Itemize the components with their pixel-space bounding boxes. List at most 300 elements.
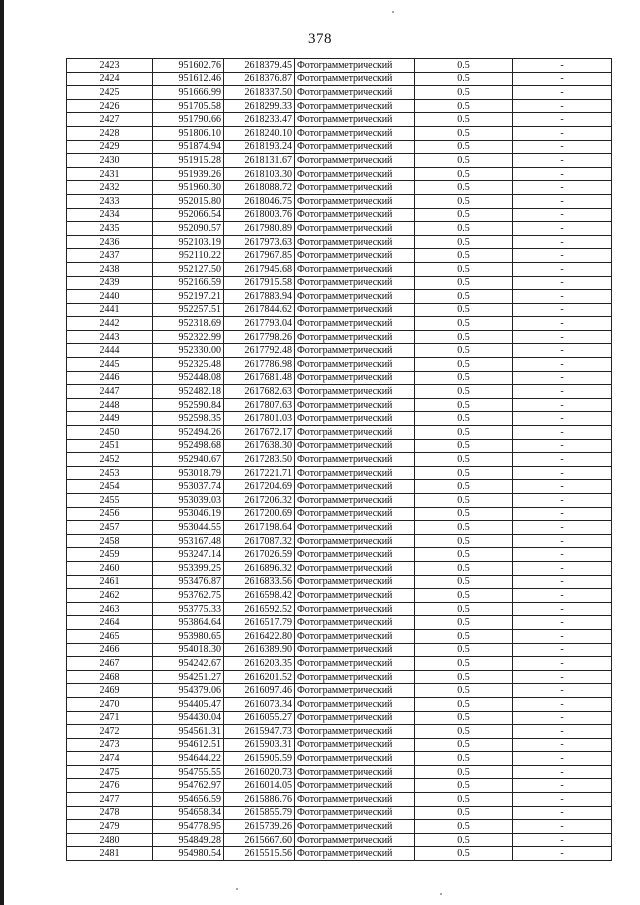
cell-method: Фотограмметрический: [295, 847, 415, 861]
cell-note: -: [513, 684, 612, 698]
cell-coordinate-y: 2618337.50: [224, 86, 295, 100]
cell-coordinate-x: 952598.35: [153, 412, 224, 426]
cell-coordinate-y: 2616896.32: [224, 561, 295, 575]
cell-note: -: [513, 820, 612, 834]
cell-coordinate-x: 951612.46: [153, 72, 224, 86]
cell-point-number: 2426: [67, 99, 153, 113]
cell-coordinate-x: 952197.21: [153, 290, 224, 304]
cell-note: -: [513, 670, 612, 684]
cell-coordinate-x: 953037.74: [153, 480, 224, 494]
cell-accuracy: 0.5: [415, 344, 513, 358]
cell-method: Фотограмметрический: [295, 398, 415, 412]
cell-method: Фотограмметрический: [295, 466, 415, 480]
cell-coordinate-x: 954405.47: [153, 697, 224, 711]
cell-note: -: [513, 779, 612, 793]
cell-coordinate-x: 954658.34: [153, 806, 224, 820]
cell-note: -: [513, 575, 612, 589]
cell-coordinate-x: 953039.03: [153, 494, 224, 508]
cell-coordinate-x: 954430.04: [153, 711, 224, 725]
cell-note: -: [513, 589, 612, 603]
cell-accuracy: 0.5: [415, 847, 513, 861]
cell-note: -: [513, 181, 612, 195]
cell-coordinate-x: 951806.10: [153, 126, 224, 140]
cell-method: Фотограмметрический: [295, 344, 415, 358]
table-row: [67, 371, 612, 385]
cell-coordinate-x: 953247.14: [153, 548, 224, 562]
scan-edge-shadow: [0, 0, 4, 905]
cell-method: Фотограмметрический: [295, 561, 415, 575]
table-row: [67, 820, 612, 834]
cell-coordinate-y: 2615739.26: [224, 820, 295, 834]
cell-point-number: 2457: [67, 521, 153, 535]
cell-point-number: 2459: [67, 548, 153, 562]
cell-method: Фотограмметрический: [295, 521, 415, 535]
cell-coordinate-y: 2615855.79: [224, 806, 295, 820]
cell-note: -: [513, 330, 612, 344]
table-row: [67, 344, 612, 358]
cell-point-number: 2432: [67, 181, 153, 195]
cell-point-number: 2428: [67, 126, 153, 140]
cell-note: -: [513, 439, 612, 453]
cell-coordinate-y: 2616833.56: [224, 575, 295, 589]
cell-method: Фотограмметрический: [295, 480, 415, 494]
cell-point-number: 2445: [67, 358, 153, 372]
cell-coordinate-y: 2618233.47: [224, 113, 295, 127]
cell-method: Фотограмметрический: [295, 208, 415, 222]
cell-coordinate-x: 951705.58: [153, 99, 224, 113]
cell-coordinate-x: 952325.48: [153, 358, 224, 372]
table-row: [67, 629, 612, 643]
cell-accuracy: 0.5: [415, 629, 513, 643]
table-row: [67, 521, 612, 535]
cell-point-number: 2431: [67, 167, 153, 181]
cell-accuracy: 0.5: [415, 466, 513, 480]
cell-note: -: [513, 290, 612, 304]
cell-coordinate-x: 954755.55: [153, 765, 224, 779]
cell-coordinate-y: 2617915.58: [224, 276, 295, 290]
cell-point-number: 2476: [67, 779, 153, 793]
cell-coordinate-x: 954561.31: [153, 725, 224, 739]
table-row: [67, 235, 612, 249]
cell-point-number: 2424: [67, 72, 153, 86]
cell-coordinate-y: 2617198.64: [224, 521, 295, 535]
cell-coordinate-y: 2616073.34: [224, 697, 295, 711]
cell-point-number: 2438: [67, 262, 153, 276]
cell-accuracy: 0.5: [415, 507, 513, 521]
cell-coordinate-y: 2617672.17: [224, 426, 295, 440]
table-row: [67, 113, 612, 127]
cell-note: -: [513, 235, 612, 249]
cell-method: Фотограмметрический: [295, 358, 415, 372]
cell-accuracy: 0.5: [415, 371, 513, 385]
cell-coordinate-x: 952448.08: [153, 371, 224, 385]
cell-method: Фотограмметрический: [295, 317, 415, 331]
table-row: [67, 412, 612, 426]
cell-point-number: 2474: [67, 752, 153, 766]
cell-method: Фотограмметрический: [295, 290, 415, 304]
cell-point-number: 2436: [67, 235, 153, 249]
cell-coordinate-y: 2618003.76: [224, 208, 295, 222]
cell-method: Фотограмметрический: [295, 602, 415, 616]
cell-note: -: [513, 262, 612, 276]
cell-accuracy: 0.5: [415, 113, 513, 127]
cell-point-number: 2462: [67, 589, 153, 603]
cell-point-number: 2451: [67, 439, 153, 453]
coordinates-table: [66, 58, 612, 861]
cell-accuracy: 0.5: [415, 616, 513, 630]
cell-method: Фотограмметрический: [295, 439, 415, 453]
cell-accuracy: 0.5: [415, 426, 513, 440]
cell-accuracy: 0.5: [415, 222, 513, 236]
cell-coordinate-x: 951602.76: [153, 59, 224, 73]
cell-accuracy: 0.5: [415, 439, 513, 453]
table-row: [67, 697, 612, 711]
cell-accuracy: 0.5: [415, 358, 513, 372]
cell-note: -: [513, 643, 612, 657]
cell-coordinate-y: 2616389.90: [224, 643, 295, 657]
cell-coordinate-x: 952103.19: [153, 235, 224, 249]
cell-note: -: [513, 765, 612, 779]
cell-coordinate-y: 2617200.69: [224, 507, 295, 521]
table-row: [67, 670, 612, 684]
cell-coordinate-x: 951915.28: [153, 154, 224, 168]
cell-accuracy: 0.5: [415, 793, 513, 807]
cell-note: -: [513, 154, 612, 168]
cell-coordinate-x: 952482.18: [153, 385, 224, 399]
table-row: [67, 167, 612, 181]
cell-coordinate-x: 954778.95: [153, 820, 224, 834]
cell-point-number: 2452: [67, 453, 153, 467]
cell-note: -: [513, 358, 612, 372]
cell-note: -: [513, 697, 612, 711]
cell-method: Фотограмметрический: [295, 113, 415, 127]
table-row: [67, 793, 612, 807]
cell-note: -: [513, 59, 612, 73]
cell-note: -: [513, 194, 612, 208]
cell-method: Фотограмметрический: [295, 412, 415, 426]
cell-accuracy: 0.5: [415, 290, 513, 304]
cell-coordinate-x: 952322.99: [153, 330, 224, 344]
cell-method: Фотограмметрический: [295, 262, 415, 276]
cell-coordinate-x: 954980.54: [153, 847, 224, 861]
cell-coordinate-y: 2617682.63: [224, 385, 295, 399]
cell-method: Фотограмметрический: [295, 249, 415, 263]
cell-method: Фотограмметрический: [295, 385, 415, 399]
cell-coordinate-x: 952498.68: [153, 439, 224, 453]
cell-point-number: 2463: [67, 602, 153, 616]
table-row: [67, 330, 612, 344]
cell-note: -: [513, 140, 612, 154]
cell-point-number: 2446: [67, 371, 153, 385]
cell-note: -: [513, 317, 612, 331]
cell-accuracy: 0.5: [415, 86, 513, 100]
cell-method: Фотограмметрический: [295, 276, 415, 290]
cell-coordinate-x: 953980.65: [153, 629, 224, 643]
cell-accuracy: 0.5: [415, 548, 513, 562]
table-row: [67, 684, 612, 698]
cell-coordinate-x: 952940.67: [153, 453, 224, 467]
scan-speck: [236, 888, 238, 890]
cell-accuracy: 0.5: [415, 317, 513, 331]
cell-point-number: 2439: [67, 276, 153, 290]
cell-coordinate-y: 2616517.79: [224, 616, 295, 630]
cell-method: Фотограмметрический: [295, 575, 415, 589]
cell-note: -: [513, 99, 612, 113]
cell-method: Фотограмметрический: [295, 59, 415, 73]
cell-accuracy: 0.5: [415, 194, 513, 208]
cell-accuracy: 0.5: [415, 752, 513, 766]
cell-coordinate-y: 2617973.63: [224, 235, 295, 249]
table-row: [67, 453, 612, 467]
cell-coordinate-x: 953775.33: [153, 602, 224, 616]
cell-coordinate-x: 953167.48: [153, 534, 224, 548]
cell-coordinate-x: 953018.79: [153, 466, 224, 480]
cell-accuracy: 0.5: [415, 575, 513, 589]
cell-coordinate-x: 951939.26: [153, 167, 224, 181]
cell-method: Фотограмметрический: [295, 697, 415, 711]
cell-method: Фотограмметрический: [295, 752, 415, 766]
cell-coordinate-x: 952066.54: [153, 208, 224, 222]
cell-method: Фотограмметрический: [295, 534, 415, 548]
cell-point-number: 2447: [67, 385, 153, 399]
table-row: [67, 657, 612, 671]
cell-point-number: 2425: [67, 86, 153, 100]
cell-accuracy: 0.5: [415, 670, 513, 684]
cell-coordinate-x: 953476.87: [153, 575, 224, 589]
table-row: [67, 99, 612, 113]
cell-method: Фотограмметрический: [295, 806, 415, 820]
cell-method: Фотограмметрический: [295, 616, 415, 630]
table-row: [67, 303, 612, 317]
cell-accuracy: 0.5: [415, 494, 513, 508]
cell-coordinate-y: 2617786.98: [224, 358, 295, 372]
cell-note: -: [513, 72, 612, 86]
cell-coordinate-x: 953864.64: [153, 616, 224, 630]
cell-coordinate-y: 2615905.59: [224, 752, 295, 766]
cell-coordinate-y: 2617206.32: [224, 494, 295, 508]
cell-point-number: 2453: [67, 466, 153, 480]
cell-point-number: 2461: [67, 575, 153, 589]
table-row: [67, 249, 612, 263]
cell-accuracy: 0.5: [415, 480, 513, 494]
table-row: [67, 616, 612, 630]
cell-method: Фотограмметрический: [295, 711, 415, 725]
cell-point-number: 2458: [67, 534, 153, 548]
cell-note: -: [513, 752, 612, 766]
cell-point-number: 2465: [67, 629, 153, 643]
cell-method: Фотограмметрический: [295, 72, 415, 86]
cell-point-number: 2467: [67, 657, 153, 671]
cell-coordinate-y: 2618088.72: [224, 181, 295, 195]
table-row: [67, 140, 612, 154]
cell-point-number: 2450: [67, 426, 153, 440]
cell-coordinate-x: 952590.84: [153, 398, 224, 412]
cell-point-number: 2427: [67, 113, 153, 127]
cell-point-number: 2455: [67, 494, 153, 508]
cell-accuracy: 0.5: [415, 589, 513, 603]
cell-coordinate-x: 952090.57: [153, 222, 224, 236]
cell-note: -: [513, 521, 612, 535]
cell-coordinate-x: 953762.75: [153, 589, 224, 603]
cell-method: Фотограмметрический: [295, 86, 415, 100]
cell-coordinate-x: 951790.66: [153, 113, 224, 127]
cell-point-number: 2429: [67, 140, 153, 154]
cell-coordinate-y: 2615667.60: [224, 833, 295, 847]
cell-point-number: 2441: [67, 303, 153, 317]
cell-coordinate-y: 2618376.87: [224, 72, 295, 86]
scan-speck: [440, 893, 442, 895]
table-row: [67, 548, 612, 562]
cell-note: -: [513, 208, 612, 222]
cell-accuracy: 0.5: [415, 820, 513, 834]
cell-coordinate-x: 954379.06: [153, 684, 224, 698]
cell-coordinate-y: 2616201.52: [224, 670, 295, 684]
cell-note: -: [513, 480, 612, 494]
cell-coordinate-y: 2617221.71: [224, 466, 295, 480]
cell-coordinate-x: 954018.30: [153, 643, 224, 657]
cell-accuracy: 0.5: [415, 235, 513, 249]
cell-coordinate-x: 951874.94: [153, 140, 224, 154]
cell-method: Фотограмметрический: [295, 589, 415, 603]
cell-note: -: [513, 602, 612, 616]
cell-note: -: [513, 561, 612, 575]
table-row: [67, 575, 612, 589]
cell-method: Фотограмметрический: [295, 779, 415, 793]
cell-method: Фотограмметрический: [295, 494, 415, 508]
cell-point-number: 2477: [67, 793, 153, 807]
cell-coordinate-y: 2616203.35: [224, 657, 295, 671]
cell-coordinate-y: 2616097.46: [224, 684, 295, 698]
cell-coordinate-y: 2618240.10: [224, 126, 295, 140]
table-row: [67, 317, 612, 331]
cell-coordinate-y: 2617967.85: [224, 249, 295, 263]
cell-accuracy: 0.5: [415, 697, 513, 711]
cell-point-number: 2454: [67, 480, 153, 494]
cell-accuracy: 0.5: [415, 385, 513, 399]
cell-point-number: 2456: [67, 507, 153, 521]
cell-note: -: [513, 412, 612, 426]
cell-accuracy: 0.5: [415, 412, 513, 426]
cell-accuracy: 0.5: [415, 208, 513, 222]
cell-accuracy: 0.5: [415, 453, 513, 467]
cell-note: -: [513, 725, 612, 739]
cell-point-number: 2440: [67, 290, 153, 304]
cell-coordinate-x: 954242.67: [153, 657, 224, 671]
cell-coordinate-x: 954612.51: [153, 738, 224, 752]
cell-coordinate-y: 2615947.73: [224, 725, 295, 739]
cell-method: Фотограмметрический: [295, 833, 415, 847]
table-row: [67, 208, 612, 222]
cell-method: Фотограмметрический: [295, 657, 415, 671]
cell-coordinate-x: 954656.59: [153, 793, 224, 807]
cell-coordinate-y: 2618046.75: [224, 194, 295, 208]
cell-method: Фотограмметрический: [295, 738, 415, 752]
cell-accuracy: 0.5: [415, 181, 513, 195]
cell-coordinate-x: 952015.80: [153, 194, 224, 208]
table-row: [67, 643, 612, 657]
table-row: [67, 466, 612, 480]
cell-method: Фотограмметрический: [295, 140, 415, 154]
cell-note: -: [513, 534, 612, 548]
table-row: [67, 72, 612, 86]
cell-point-number: 2468: [67, 670, 153, 684]
cell-point-number: 2475: [67, 765, 153, 779]
cell-note: -: [513, 453, 612, 467]
cell-coordinate-x: 952257.51: [153, 303, 224, 317]
cell-point-number: 2478: [67, 806, 153, 820]
cell-method: Фотограмметрический: [295, 181, 415, 195]
cell-point-number: 2481: [67, 847, 153, 861]
cell-method: Фотограмметрический: [295, 643, 415, 657]
cell-accuracy: 0.5: [415, 643, 513, 657]
table-row: [67, 480, 612, 494]
cell-note: -: [513, 167, 612, 181]
cell-coordinate-y: 2618103.30: [224, 167, 295, 181]
cell-point-number: 2480: [67, 833, 153, 847]
cell-coordinate-x: 952127.50: [153, 262, 224, 276]
cell-method: Фотограмметрический: [295, 426, 415, 440]
cell-coordinate-y: 2617798.26: [224, 330, 295, 344]
cell-note: -: [513, 371, 612, 385]
cell-note: -: [513, 711, 612, 725]
cell-note: -: [513, 494, 612, 508]
table-row: [67, 181, 612, 195]
cell-coordinate-y: 2616598.42: [224, 589, 295, 603]
cell-accuracy: 0.5: [415, 684, 513, 698]
cell-accuracy: 0.5: [415, 806, 513, 820]
cell-coordinate-y: 2617026.59: [224, 548, 295, 562]
cell-accuracy: 0.5: [415, 72, 513, 86]
scan-speck: [392, 11, 394, 13]
cell-coordinate-y: 2617844.62: [224, 303, 295, 317]
table-row: [67, 126, 612, 140]
cell-accuracy: 0.5: [415, 521, 513, 535]
cell-coordinate-y: 2616014.05: [224, 779, 295, 793]
cell-method: Фотограмметрический: [295, 167, 415, 181]
cell-note: -: [513, 249, 612, 263]
cell-coordinate-x: 951666.99: [153, 86, 224, 100]
cell-coordinate-x: 951960.30: [153, 181, 224, 195]
cell-point-number: 2430: [67, 154, 153, 168]
cell-accuracy: 0.5: [415, 276, 513, 290]
cell-method: Фотограмметрический: [295, 453, 415, 467]
cell-coordinate-x: 952318.69: [153, 317, 224, 331]
cell-method: Фотограмметрический: [295, 820, 415, 834]
coordinates-table-body: [67, 59, 612, 861]
cell-note: -: [513, 548, 612, 562]
cell-note: -: [513, 385, 612, 399]
cell-coordinate-y: 2618131.67: [224, 154, 295, 168]
cell-coordinate-x: 952110.22: [153, 249, 224, 263]
cell-coordinate-x: 953046.19: [153, 507, 224, 521]
cell-method: Фотограмметрический: [295, 371, 415, 385]
cell-accuracy: 0.5: [415, 99, 513, 113]
cell-coordinate-y: 2617638.30: [224, 439, 295, 453]
cell-method: Фотограмметрический: [295, 154, 415, 168]
cell-accuracy: 0.5: [415, 657, 513, 671]
table-row: [67, 358, 612, 372]
table-row: [67, 725, 612, 739]
page-number: 378: [308, 31, 332, 47]
cell-note: -: [513, 344, 612, 358]
cell-note: -: [513, 616, 612, 630]
cell-point-number: 2473: [67, 738, 153, 752]
cell-note: -: [513, 86, 612, 100]
cell-coordinate-y: 2618299.33: [224, 99, 295, 113]
cell-note: -: [513, 426, 612, 440]
cell-method: Фотограмметрический: [295, 222, 415, 236]
cell-coordinate-x: 952166.59: [153, 276, 224, 290]
